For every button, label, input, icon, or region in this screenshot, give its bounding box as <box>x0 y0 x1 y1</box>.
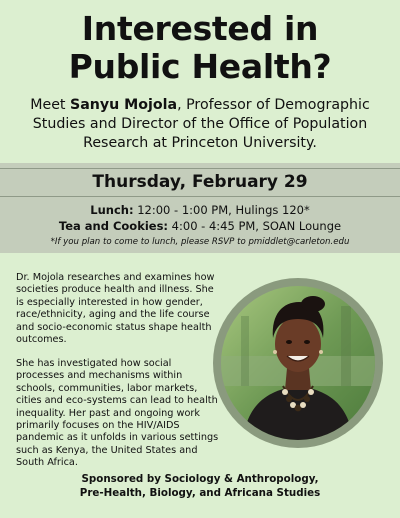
event-date: Thursday, February 29 <box>92 172 308 192</box>
band-divider-top <box>0 168 400 169</box>
bio-paragraph-1: Dr. Mojola researches and examines how societies produce health and illness. She is especially interested in how gender, race/ethnicity, aging and the life course and socio-economic status shape health outcomes. <box>16 272 215 346</box>
tea-line <box>0 219 400 233</box>
intro-description: , Professor of Demographic Studies and Director of the Office of Population Research at Princeton University. <box>32 97 370 151</box>
title-line-1: Interested in <box>81 9 319 48</box>
rsvp-note: *If you plan to come to lunch, please RSVP to pmiddlet@carleton.edu <box>50 237 350 247</box>
sponsor-line-2: Pre-Health, Biology, and Africana Studies <box>79 487 321 499</box>
speaker-photo <box>221 286 375 440</box>
lunch-detail: 12:00 - 1:00 PM, Hulings 120* <box>133 203 310 217</box>
speaker-intro <box>20 96 380 153</box>
band-divider-bottom <box>0 196 400 197</box>
sponsor-credits <box>0 472 400 500</box>
lunch-line <box>0 203 400 217</box>
tea-detail: 4:00 - 4:45 PM, SOAN Lounge <box>168 219 342 233</box>
intro-prefix: Meet <box>30 97 70 113</box>
speaker-name: Sanyu Mojola <box>70 97 178 113</box>
poster-title <box>0 10 400 86</box>
lunch-label: Lunch: <box>90 203 134 217</box>
sponsor-line-1: Sponsored by Sociology & Anthropology, <box>81 473 319 485</box>
title-line-2: Public Health? <box>68 47 332 86</box>
speaker-portrait-illustration <box>221 286 375 440</box>
tea-label: Tea and Cookies: <box>58 219 169 233</box>
bio-paragraph-2: She has investigated how social processes and mechanisms within schools, communities, labor markets, cities and eco-systems can lead to health inequality. Her past and ongoing work primarily focuses on the HIV/AIDS pandemic as it unfolds in various settings such as Kenya, the United States and South Africa. <box>16 358 219 469</box>
